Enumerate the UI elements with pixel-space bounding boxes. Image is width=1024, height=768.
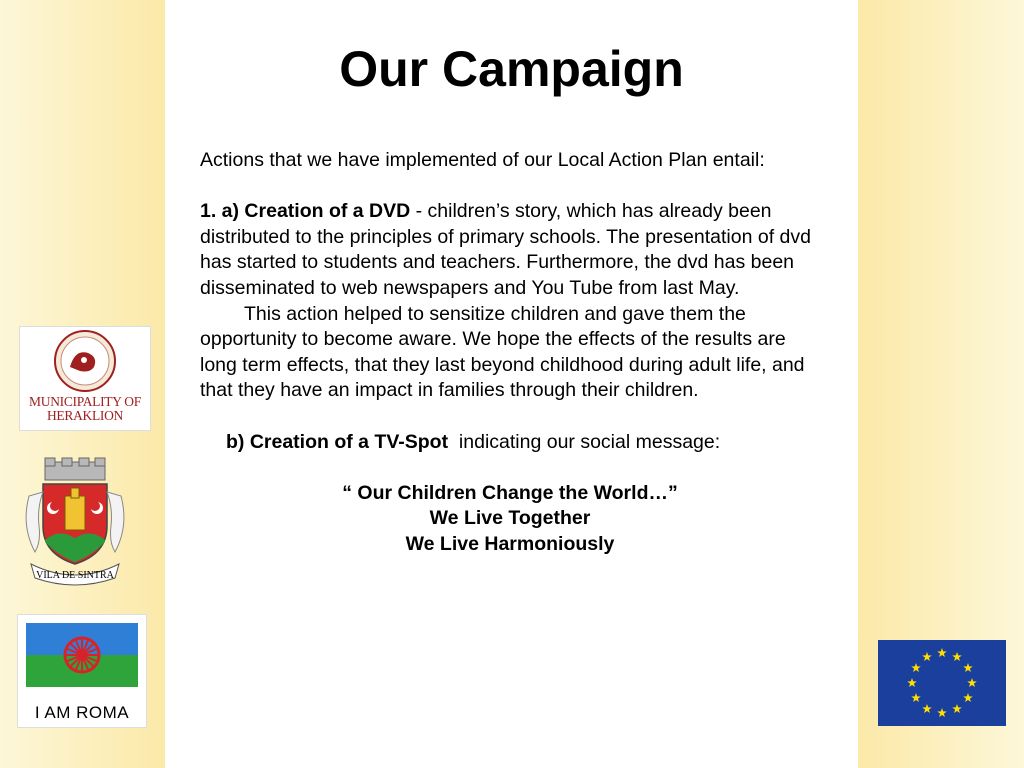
eu-stars-icon [878,640,1006,726]
item-a-text: - children’s story, which has already been distributed to the principles of primary schools. The presentation of dvd has started to students and teachers. Furthermore, the dvd has been disseminated to web newspapers and You Tube from last May. [200,200,811,299]
eu-star-icon [922,652,932,661]
item-a-paragraph [200,199,820,301]
item-a-heading: 1. a) Creation of a DVD [200,200,411,223]
sintra-shield-icon [19,456,131,588]
eu-star-icon [963,693,973,702]
sintra-coat-of-arms [19,456,131,588]
eu-star-icon [952,704,962,713]
roma-flag-icon [18,615,146,699]
eu-star-icon [907,678,917,687]
eu-star-icon [911,663,921,672]
i-am-roma-logo [17,614,147,728]
message-line-2: We Live Together [429,507,591,530]
heraklion-logo [19,326,151,431]
slide-body [200,148,820,558]
heraklion-label [20,395,150,423]
item-b-paragraph [200,430,820,456]
roma-label: I AM ROMA [34,703,130,722]
heraklion-label-line-2: HERAKLION [46,408,124,423]
eu-star-icon [911,693,921,702]
sintra-label: VILA DE SINTRA [36,570,114,581]
heraklion-seal-icon [20,327,150,395]
message-line-3: We Live Harmoniously [405,532,615,555]
eu-star-icon [922,704,932,713]
eu-star-icon [963,663,973,672]
item-b-text: indicating our social message: [448,430,721,453]
slide-title: Our Campaign [339,41,684,97]
eu-flag [878,640,1006,726]
intro-paragraph: Actions that we have implemented of our Local Action Plan entail: [200,149,765,171]
message-line-1: “ Our Children Change the World…” [342,481,678,504]
item-a-followup: This action helped to sensitize children and gave them the opportunity to become aware. We hope the effects of the results are long term effects, that they last beyond childhood during adult life, and that they have an impact in families through their children. [200,302,805,402]
eu-star-icon [937,708,947,717]
heraklion-label-line-1: MUNICIPALITY OF [29,394,141,409]
eu-star-icon [952,652,962,661]
eu-star-icon [967,678,977,687]
eu-star-icon [937,648,947,657]
item-b-heading: b) Creation of a TV-Spot [226,430,449,453]
